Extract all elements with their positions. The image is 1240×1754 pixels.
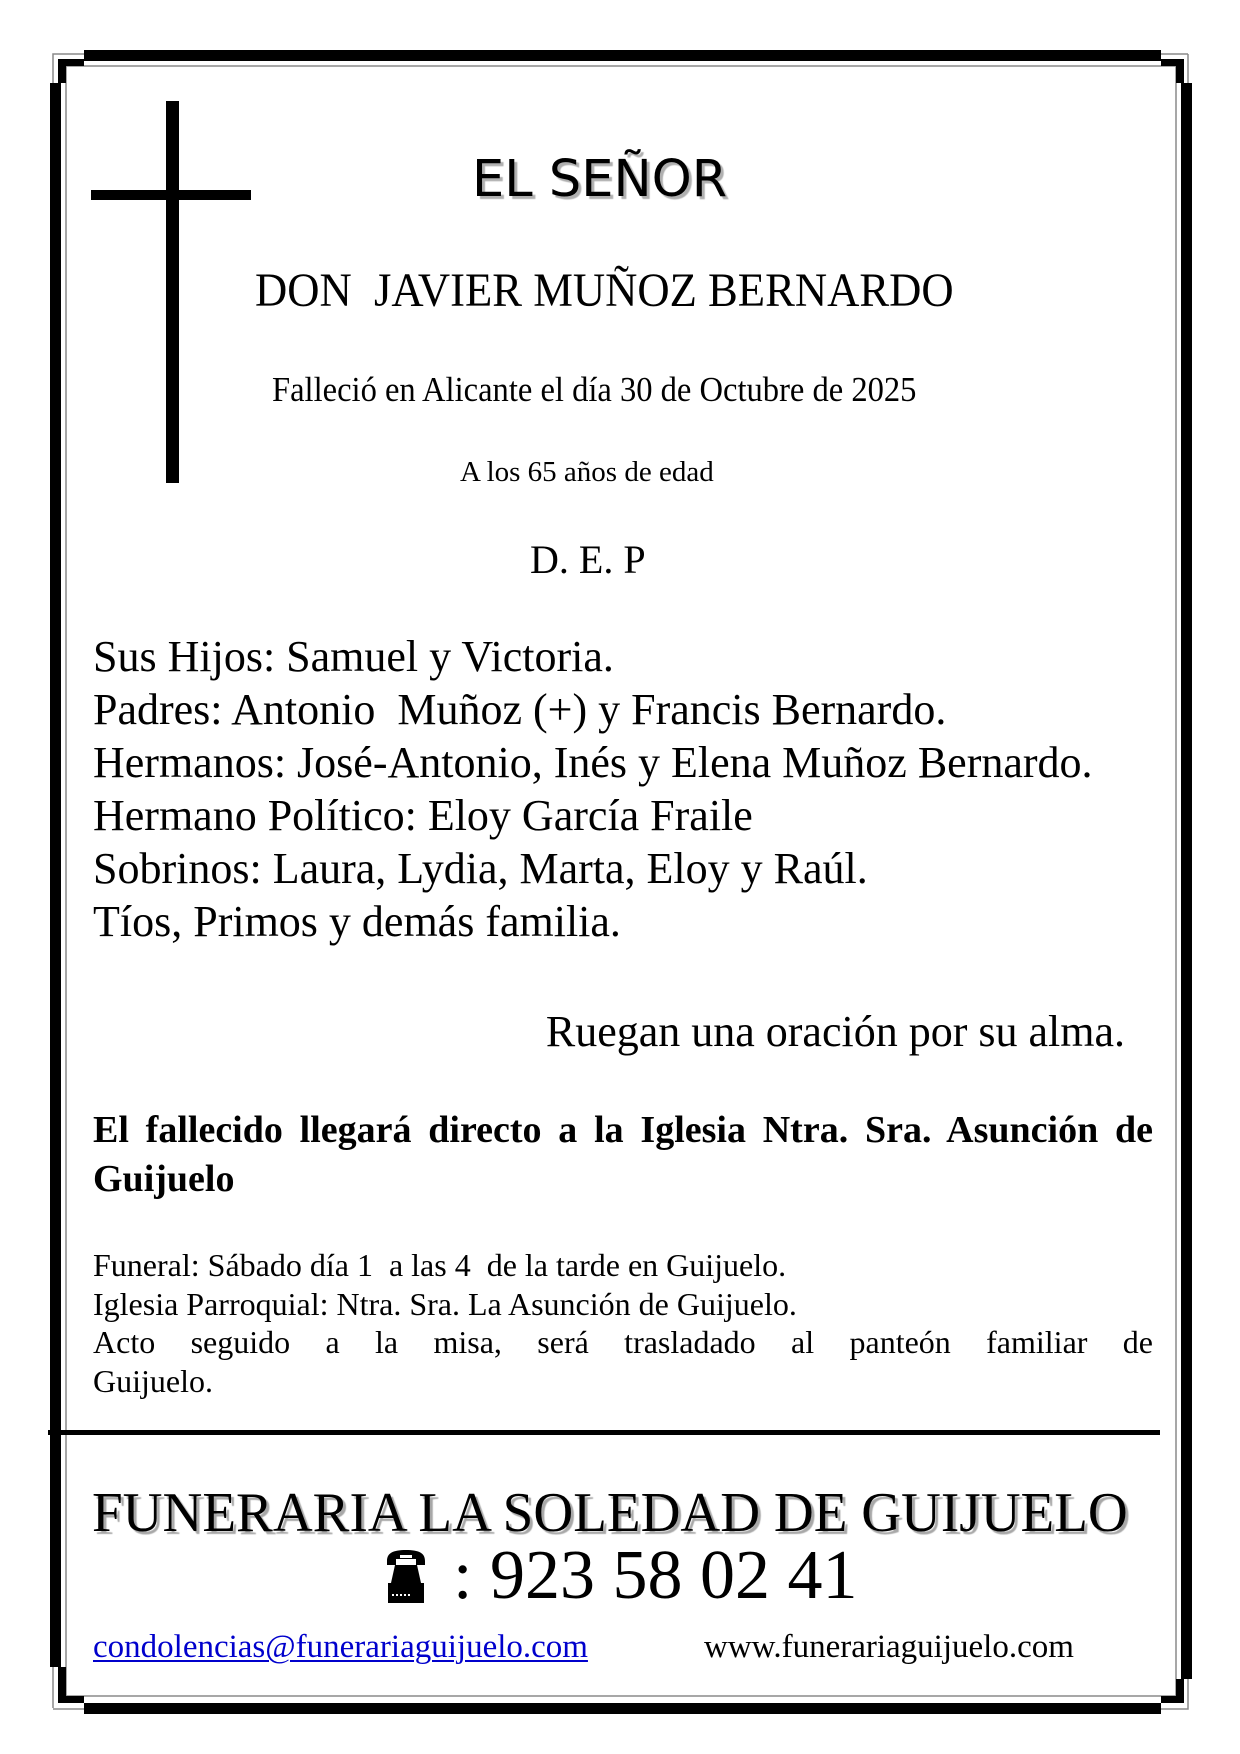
border-corner-tr <box>1161 59 1184 83</box>
footer-divider <box>48 1430 1160 1435</box>
family-nephews: Sobrinos: Laura, Lydia, Marta, Eloy y Raúl. <box>93 844 868 893</box>
family-children: Sus Hijos: Samuel y Victoria. <box>93 632 614 681</box>
border-bottom-bar <box>84 1703 1161 1714</box>
cross-icon-horizontal <box>91 190 251 200</box>
honorific-title: EL SEÑOR <box>472 150 728 209</box>
family-siblings: Hermanos: José-Antonio, Inés y Elena Muñoz Bernardo. <box>93 738 1093 787</box>
rest-in-peace: D. E. P <box>530 537 646 582</box>
arrival-notice: El fallecido llegará directo a la Iglesia Ntra. Sra. Asunción de Guijuelo <box>93 1109 1153 1200</box>
church-name: Iglesia Parroquial: Ntra. Sra. La Asunción de Guijuelo. <box>93 1285 797 1322</box>
burial-info: Acto seguido a la misa, será trasladado al panteón familiar de <box>93 1324 1153 1360</box>
family-others: Tíos, Primos y demás familia. <box>93 897 621 946</box>
funeral-home-name: FUNERARIA LA SOLEDAD DE GUIJUELO <box>92 1482 1128 1544</box>
funeral-time: Funeral: Sábado día 1 a las 4 de la tarde en Guijuelo. <box>93 1247 787 1283</box>
deceased-name: DON JAVIER MUÑOZ BERNARDO <box>255 264 954 317</box>
age-at-death: A los 65 años de edad <box>460 456 714 488</box>
border-corner-tl <box>58 59 84 83</box>
email-link[interactable]: condolencias@funerariaguijuelo.com <box>93 1629 588 1665</box>
cross-icon-vertical <box>166 101 179 483</box>
prayer-request: Ruegan una oración por su alma. <box>545 1007 1125 1056</box>
website-url: www.funerariaguijuelo.com <box>704 1629 1074 1665</box>
border-corner-br <box>1161 1679 1184 1703</box>
phone-number: : 923 58 02 41 <box>453 1537 858 1614</box>
burial-info-continued: Guijuelo. <box>93 1362 213 1399</box>
telephone-icon <box>385 1549 427 1605</box>
death-notice: Falleció en Alicante el día 30 de Octubre de 2025 <box>272 370 917 409</box>
border-right-bar <box>1181 83 1192 1679</box>
border-corner-bl <box>58 1667 84 1703</box>
family-parents: Padres: Antonio Muñoz (+) y Francis Bernardo. <box>93 685 947 734</box>
border-top-bar <box>84 50 1161 61</box>
family-list <box>93 630 1173 948</box>
service-details <box>93 1246 1153 1400</box>
family-brother-in-law: Hermano Político: Eloy García Fraile <box>93 791 753 840</box>
